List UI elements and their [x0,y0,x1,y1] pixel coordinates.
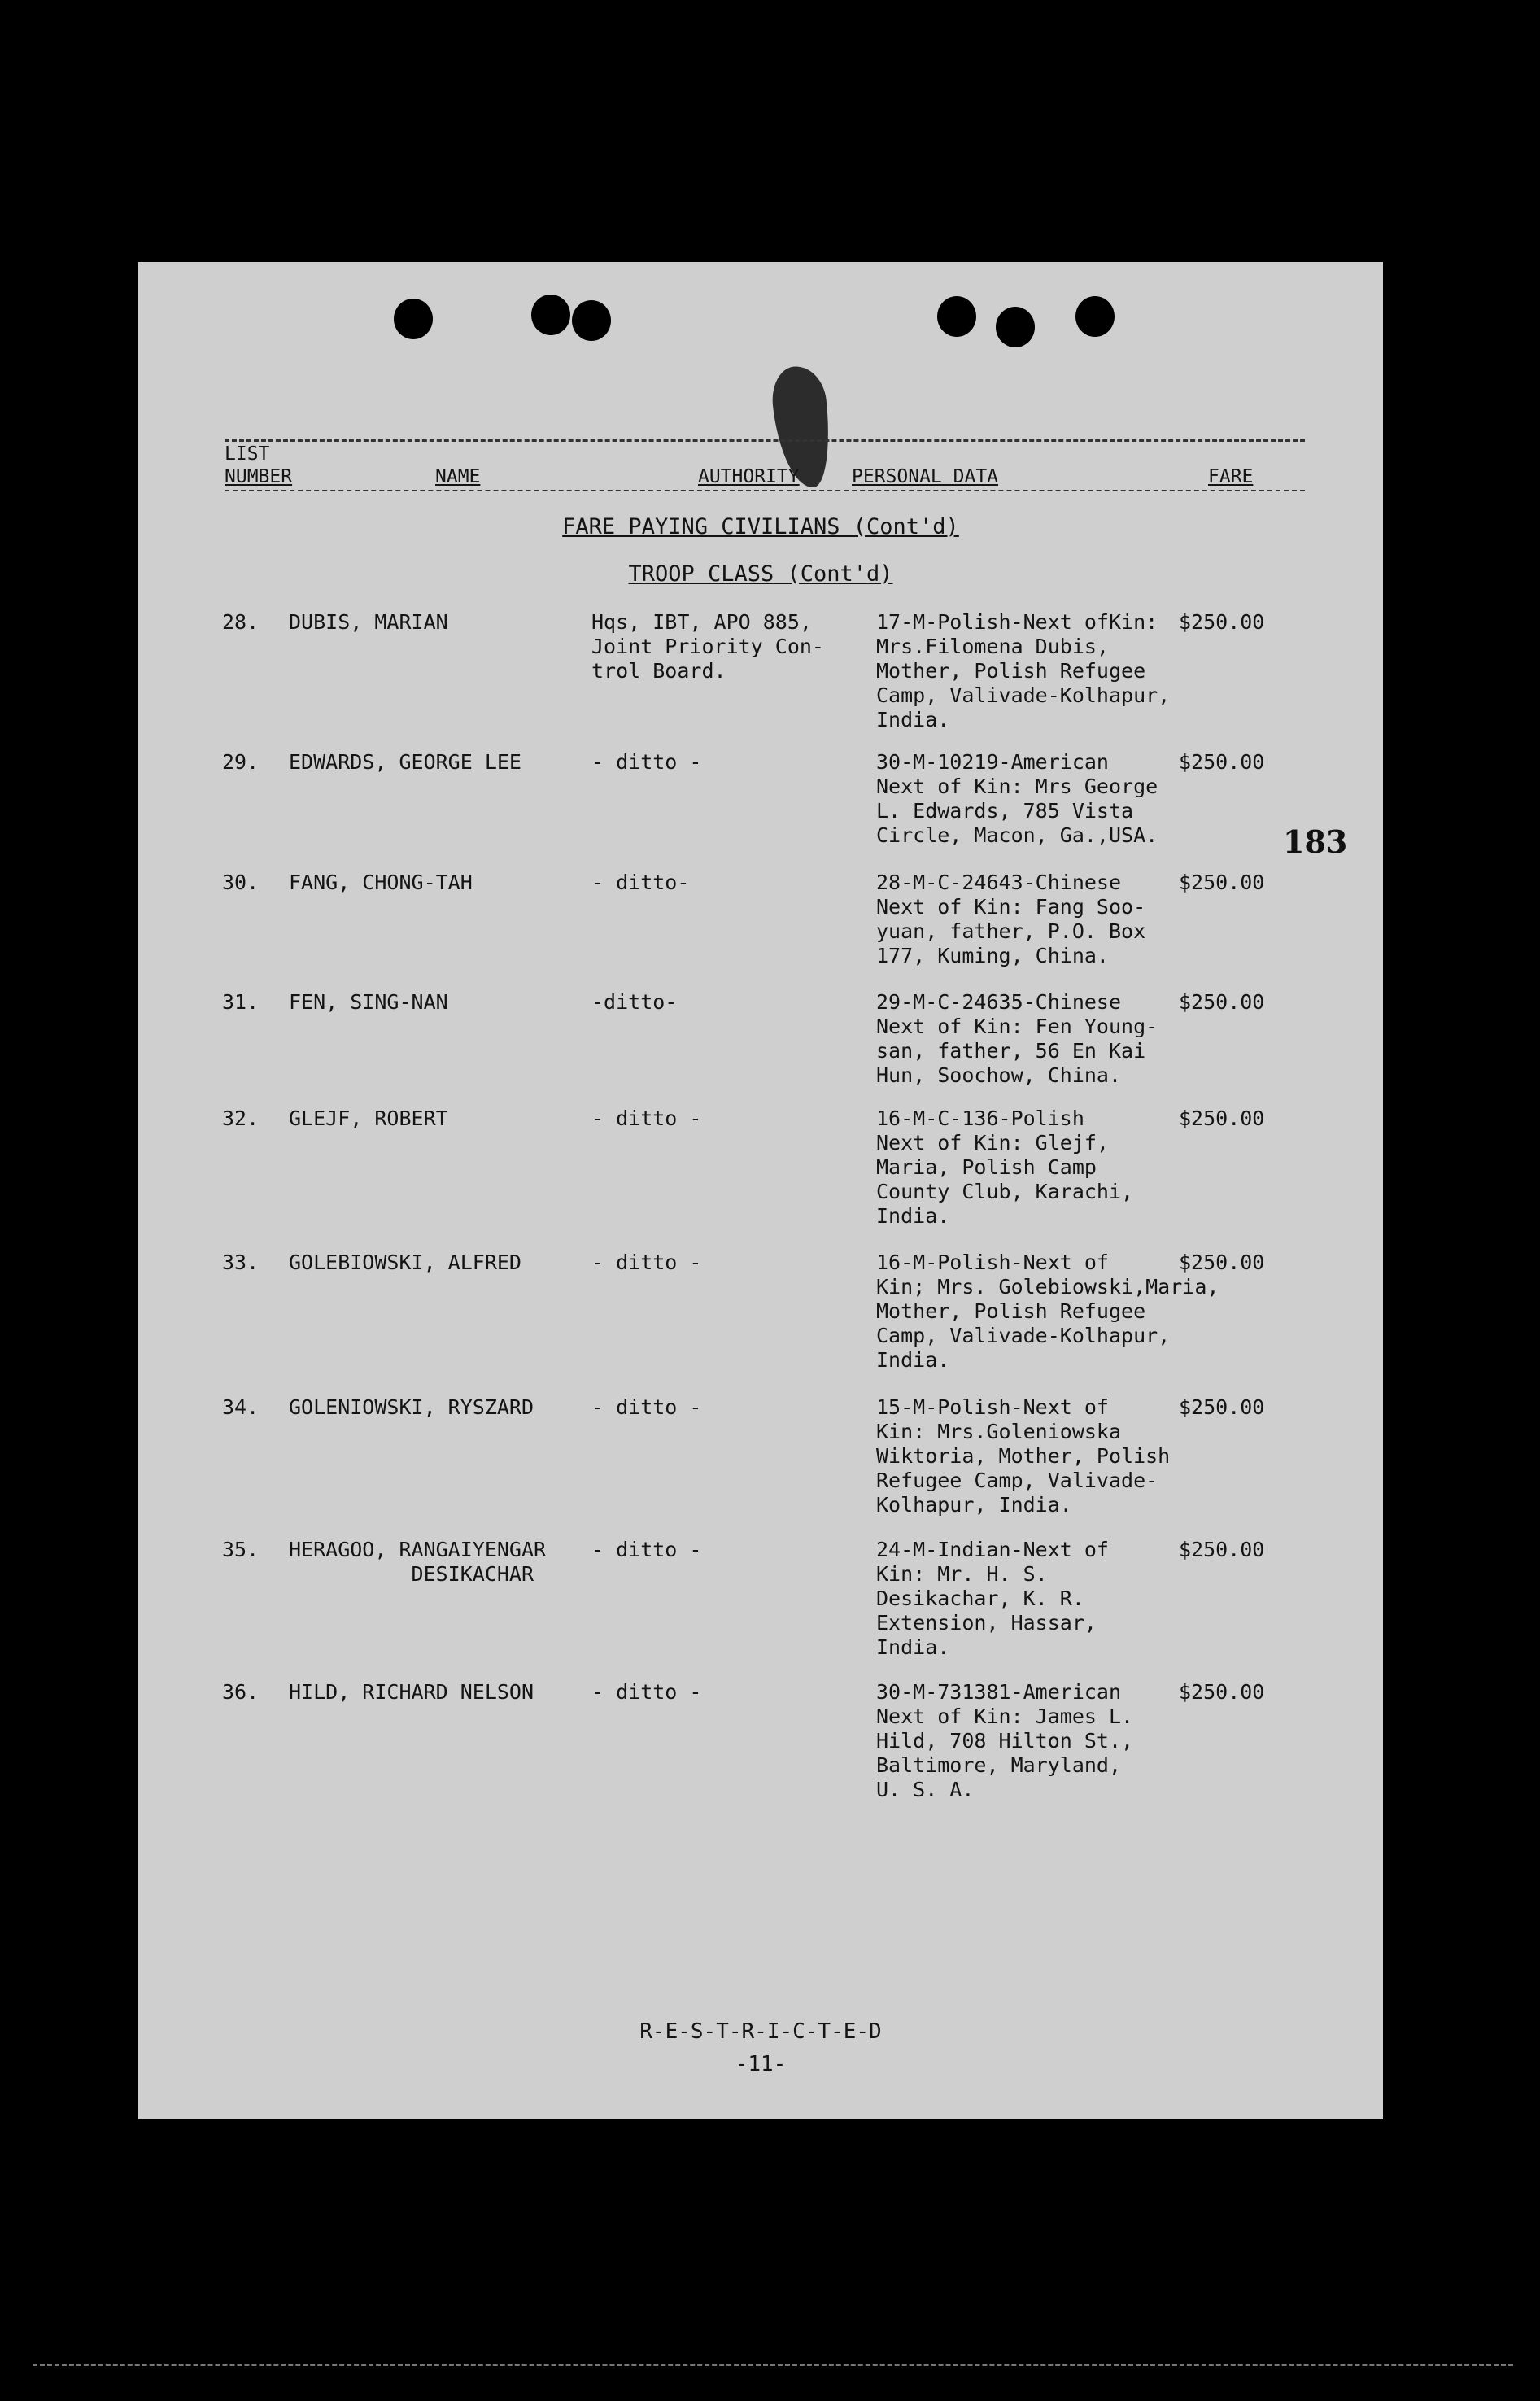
entry-personal-data-line: Next of Kin: Mrs George [876,775,1158,798]
entry-name [289,1251,521,1275]
punch-hole [937,296,976,337]
entry-personal-data [876,1251,1219,1373]
entry-personal-data-line: 16-M-C-136-Polish [876,1107,1084,1130]
entry-name-line: FANG, CHONG-TAH [289,871,473,894]
punch-hole [1075,296,1115,337]
entry-fare: $250.00 [1179,871,1265,894]
entry-fare: $250.00 [1179,1395,1265,1419]
entry-authority [591,1538,701,1562]
entry-name [289,990,448,1015]
entry-personal-data-line: 15-M-Polish-Next of [876,1395,1109,1419]
entry-personal-data-line: Hild, 708 Hilton St., [876,1729,1134,1753]
entry-name-line: GOLEBIOWSKI, ALFRED [289,1251,521,1274]
col-header-fare: FARE [1208,466,1254,487]
entry-personal-data-line: Kin: Mrs.Goleniowska [876,1420,1122,1443]
entry-personal-data-line: 30-M-10219-American [876,750,1109,774]
entry-personal-data-line: Extension, Hassar, [876,1611,1097,1635]
entry-number: 34. [222,1395,260,1419]
entry-authority-line: - ditto - [591,1107,702,1130]
entry-authority [591,1107,701,1131]
entry-number: 36. [222,1680,260,1704]
col-header-authority: AUTHORITY [698,466,800,487]
entry-personal-data-line: Refugee Camp, Valivade- [876,1469,1158,1492]
entry-name-line: EDWARDS, GEORGE LEE [289,750,521,774]
entry-fare: $250.00 [1179,750,1265,774]
entry-personal-data-line: Kin; Mrs. Golebiowski,Maria, [876,1275,1219,1299]
entry-authority-line: Hqs, IBT, APO 885, [591,610,812,634]
entry-authority-line: - ditto- [591,871,690,894]
entry-personal-data-line: Next of Kin: James L. [876,1705,1134,1728]
entry-authority-line: trol Board. [591,659,726,683]
entry-number: 30. [222,871,260,894]
entry-fare: $250.00 [1179,1107,1265,1130]
entry-personal-data-line: County Club, Karachi, [876,1180,1134,1203]
entry-personal-data-line: Wiktoria, Mother, Polish [876,1444,1171,1468]
entry-personal-data-line: Next of Kin: Fang Soo- [876,895,1146,919]
entry-name-line: HERAGOO, RANGAIYENGAR [289,1538,547,1561]
entry-personal-data-line: Circle, Macon, Ga.,USA. [876,823,1158,847]
entry-name-line: DESIKACHAR [289,1562,534,1586]
entry-personal-data-line: 177, Kuming, China. [876,944,1109,967]
entry-authority-line: - ditto - [591,1538,702,1561]
entry-name-line: FEN, SING-NAN [289,990,448,1014]
entry-number: 32. [222,1107,260,1130]
entry-number: 33. [222,1251,260,1274]
entry-authority [591,610,824,683]
entry-authority-line: -ditto- [591,990,678,1014]
entry-fare: $250.00 [1179,1251,1265,1274]
header-bottom-rule [225,490,1305,491]
entry-fare: $250.00 [1179,1680,1265,1704]
entry-fare: $250.00 [1179,990,1265,1014]
entry-personal-data-line: U. S. A. [876,1778,975,1801]
section-title: FARE PAYING CIVILIANS (Cont'd) [562,514,959,539]
col-header-list: LIST [225,443,270,465]
entry-personal-data-line: Camp, Valivade-Kolhapur, [876,683,1171,707]
entry-authority-line: - ditto - [591,1251,702,1274]
punch-hole [572,300,611,341]
entry-personal-data-line: L. Edwards, 785 Vista [876,799,1134,823]
entry-personal-data-line: Mother, Polish Refugee [876,659,1146,683]
entry-authority [591,990,677,1015]
entry-name [289,1680,534,1705]
col-header-number: NUMBER [225,466,293,487]
entry-authority [591,1395,701,1420]
entry-name [289,1107,448,1131]
entry-personal-data [876,871,1145,968]
page-number: -11- [735,2052,787,2076]
entry-fare: $250.00 [1179,610,1265,634]
document-page [138,262,1383,2119]
entry-personal-data-line: Hun, Soochow, China. [876,1063,1122,1087]
entry-personal-data [876,1680,1133,1802]
entry-name-line: GLEJF, ROBERT [289,1107,448,1130]
entry-personal-data-line: Baltimore, Maryland, [876,1753,1122,1777]
entry-personal-data [876,1538,1109,1660]
entry-personal-data-line: yuan, father, P.O. Box [876,919,1146,943]
entry-personal-data-line: Mrs.Filomena Dubis, [876,635,1109,658]
entry-name-line: DUBIS, MARIAN [289,610,448,634]
entry-number: 31. [222,990,260,1014]
entry-personal-data [876,1107,1133,1229]
entry-personal-data [876,750,1158,848]
entry-personal-data-line: san, father, 56 En Kai [876,1039,1146,1063]
scan-edge-line [33,2364,1513,2366]
entry-personal-data-line: 28-M-C-24643-Chinese [876,871,1122,894]
side-page-number: 183 [1283,823,1348,860]
entry-authority-line: - ditto - [591,1680,702,1704]
entry-personal-data-line: 24-M-Indian-Next of [876,1538,1109,1561]
entry-personal-data-line: Mother, Polish Refugee [876,1299,1146,1323]
entry-personal-data-line: India. [876,1204,950,1228]
col-header-name: NAME [435,466,481,487]
entry-personal-data-line: Camp, Valivade-Kolhapur, [876,1324,1171,1347]
entry-personal-data-line: 17-M-Polish-Next ofKin: [876,610,1158,634]
entry-personal-data-line: Kolhapur, India. [876,1493,1072,1517]
entry-personal-data-line: 30-M-731381-American [876,1680,1122,1704]
entry-personal-data-line: India. [876,708,950,731]
entry-authority [591,1251,701,1275]
entry-authority-line: - ditto - [591,750,702,774]
entry-personal-data-line: Desikachar, K. R. [876,1587,1084,1610]
entry-name-line: HILD, RICHARD NELSON [289,1680,534,1704]
entry-name [289,750,521,775]
entry-personal-data [876,1395,1170,1517]
entry-personal-data-line: 29-M-C-24635-Chinese [876,990,1122,1014]
entry-personal-data-line: India. [876,1348,950,1372]
punch-hole [531,295,570,335]
entry-name [289,1538,546,1587]
entry-authority [591,750,701,775]
entry-personal-data-line: India. [876,1635,950,1659]
entry-authority-line: - ditto - [591,1395,702,1419]
subsection-title: TROOP CLASS (Cont'd) [628,561,893,587]
entry-name [289,1395,534,1420]
entry-number: 29. [222,750,260,774]
entry-personal-data [876,610,1170,732]
entry-name [289,610,448,635]
entry-name [289,871,473,895]
classification-stamp: R-E-S-T-R-I-C-T-E-D [639,2019,882,2044]
entry-number: 35. [222,1538,260,1561]
col-header-personal-data: PERSONAL DATA [852,466,999,487]
entry-name-line: GOLENIOWSKI, RYSZARD [289,1395,534,1419]
entry-authority [591,871,689,895]
punch-hole [394,299,433,339]
header-rule [225,439,1305,442]
entry-authority-line: Joint Priority Con- [591,635,824,658]
entry-fare: $250.00 [1179,1538,1265,1561]
entry-authority [591,1680,701,1705]
entry-personal-data-line: Next of Kin: Fen Young- [876,1015,1158,1038]
entry-personal-data-line: Maria, Polish Camp [876,1155,1097,1179]
entry-personal-data-line: 16-M-Polish-Next of [876,1251,1109,1274]
entry-personal-data-line: Next of Kin: Glejf, [876,1131,1109,1155]
entry-personal-data [876,990,1158,1088]
punch-hole [996,307,1035,347]
entry-personal-data-line: Kin: Mr. H. S. [876,1562,1048,1586]
entry-number: 28. [222,610,260,634]
